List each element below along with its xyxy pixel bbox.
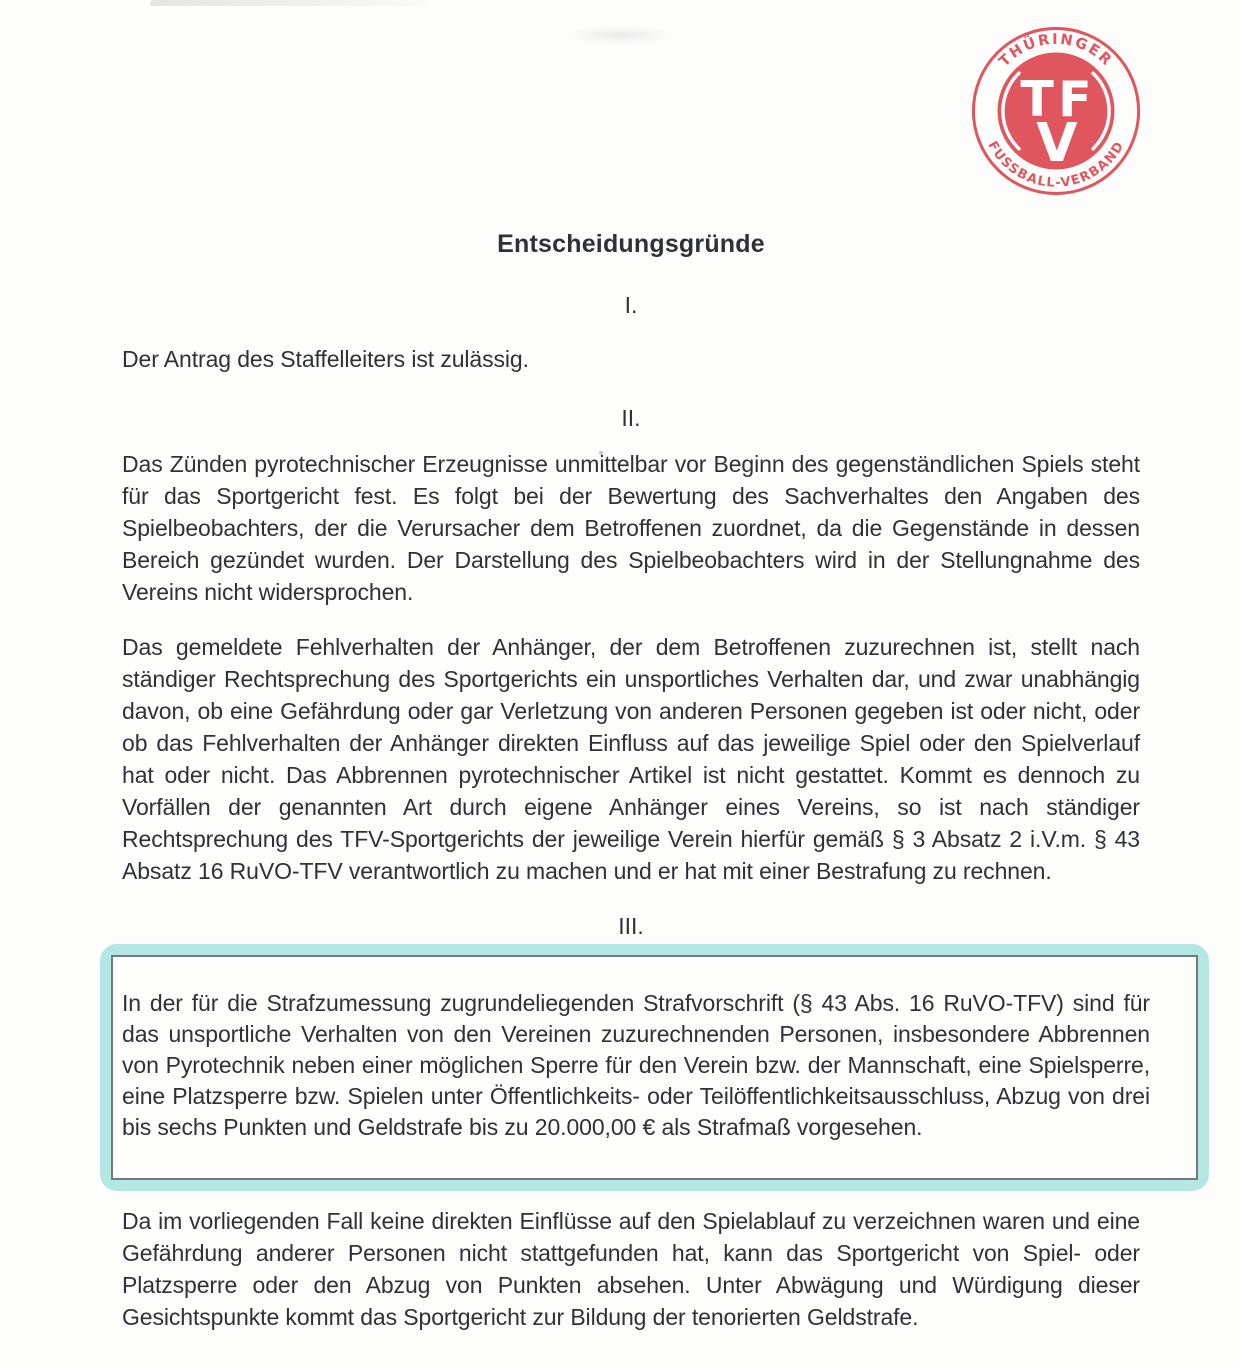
highlight-annotation-box xyxy=(100,944,1209,1191)
section-numeral-2: II. xyxy=(621,405,641,431)
logo-monogram-t: T xyxy=(1020,70,1054,129)
section-numeral-1: I. xyxy=(624,292,638,318)
section2-paragraph-2: Das gemeldete Fehlverhalten der Anhänger, der dem Betroffenen zuzurechnen ist, stellt nach ständiger Rechtsprechung des Sportgerichts ein unsportliches Verhalten dar, und zwar unabhängig davon, ob eine Gefährdung oder gar Verletzung von anderen Personen gegeben ist oder nicht, oder ob das Fehlverhalten der Anhänger direkten Einfluss auf das jeweilige Spiel oder den Spielverlauf hat oder nicht. Das Abbrennen pyrotechnischer Artikel ist nicht gestattet. Kommt es dennoch zu Vorfällen der genannten Art durch eigene Anhänger eines Vereins, so ist nach ständiger Rechtsprechung des TFV-Sportgerichts der jeweilige Verein hierfür gemäß § 3 Absatz 2 i.V.m. § 43 Absatz 16 RuVO-TFV verantwortlich zu machen und er hat mit einer Bestrafung zu rechnen. xyxy=(122,634,1140,884)
logo-monogram-v: V xyxy=(1036,111,1078,174)
section1-paragraph: Der Antrag des Staffelleiters ist zulässig. xyxy=(122,346,529,372)
logo-top-text: THÜRINGER xyxy=(995,30,1117,71)
highlighted-paragraph: In der für die Strafzumessung zugrundeliegenden Strafvorschrift (§ 43 Abs. 16 RuVO-TFV) sind für das unsportliche Verhalten von den Vereinen zuzurechnenden Personen, insbesondere Abbrennen von Pyrotechnik neben einer möglichen Sperre für den Verein bzw. der Mannschaft, eine Spielsperre, eine Platzsperre bzw. Spielen unter Öffentlichkeits- oder Teilöffentlichkeitsausschluss, Abzug von drei bis sechs Punkten und Geldstrafe bis zu 20.000,00 € als Strafmaß vorgesehen. xyxy=(122,990,1150,1140)
logo-bottom-text: FUSSBALL-VERBAND xyxy=(984,138,1128,191)
section3-paragraph-2: Da im vorliegenden Fall keine direkten Einflüsse auf den Spielablauf zu verzeichnen waren und eine Gefährdung anderer Personen nicht stattgefunden hat, kann das Sportgericht von Spiel- oder Platzsperre oder den Abzug von Punkten absehen. Unter Abwägung und Würdigung dieser Gesichtspunkte kommt das Sportgericht zur Bildung der tenorierten Geldstrafe. xyxy=(122,1208,1140,1330)
logo-monogram-f: F xyxy=(1058,70,1092,129)
section-numeral-3: III. xyxy=(618,913,644,939)
highlight-box-inner-border xyxy=(111,955,1198,1180)
section2-paragraph-1: Das Zünden pyrotechnischer Erzeugnisse unmittelbar vor Beginn des gegenständlichen Spiels steht für das Sportgericht fest. Es folgt bei der Bewertung des Sachverhaltes den Angaben des Spielbeobachters, der die Verursacher dem Betroffenen zuordnet, da die Gegenstände in dessen Bereich gezündet wurden. Der Darstellung des Spielbeobachters wird in der Stellungnahme des Vereins nicht widersprochen. xyxy=(122,451,1140,605)
page-title: Entscheidungsgründe xyxy=(497,230,765,258)
